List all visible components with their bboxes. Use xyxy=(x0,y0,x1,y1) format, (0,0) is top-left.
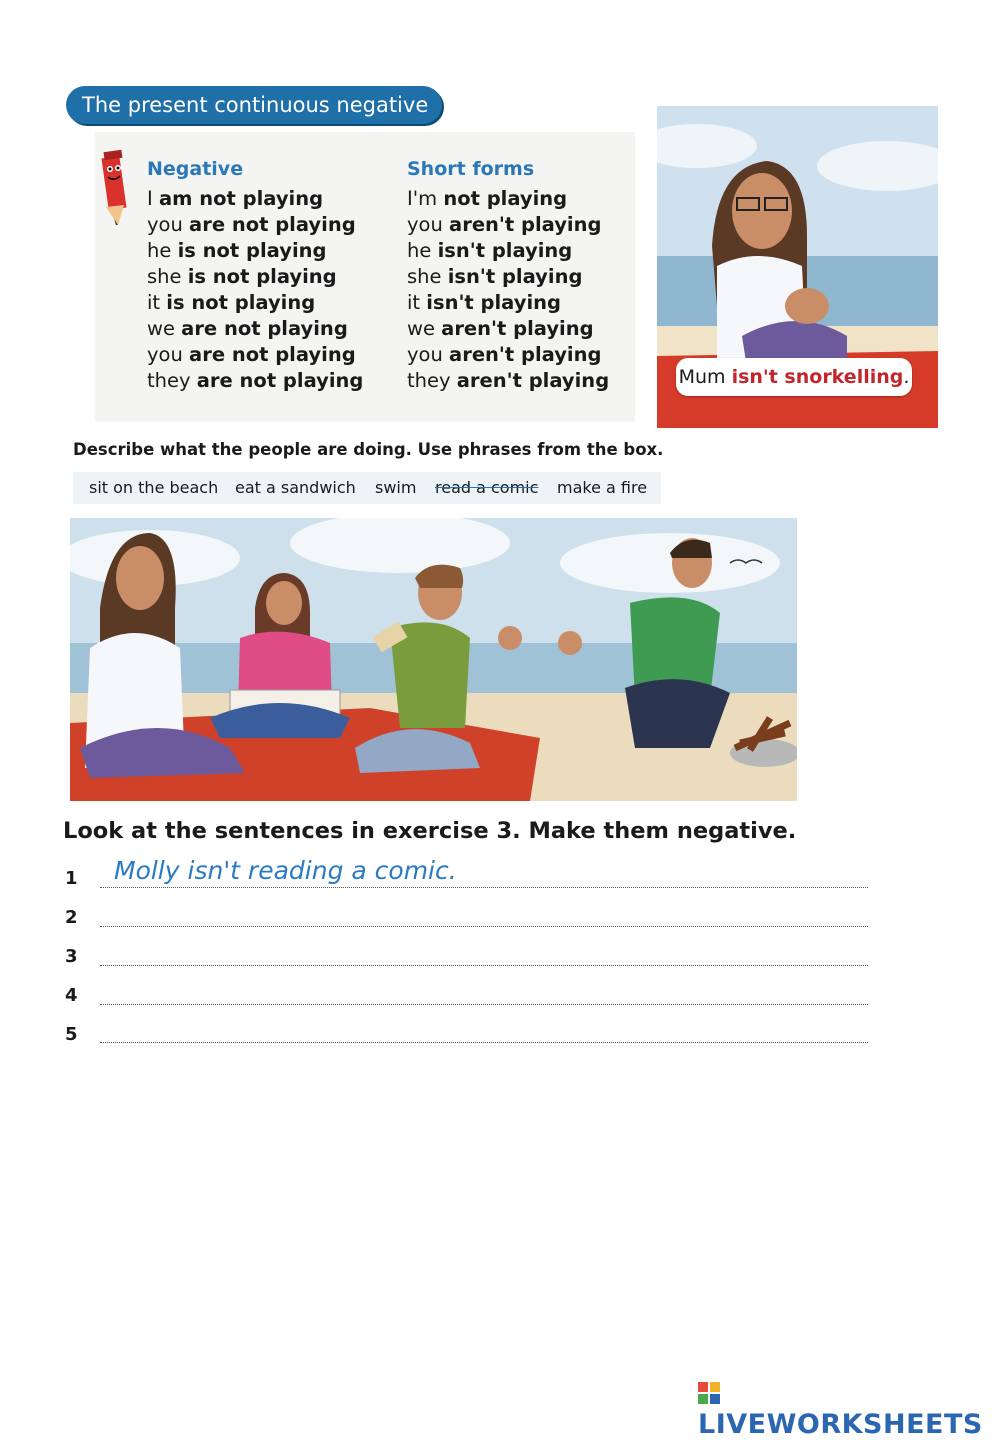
section-title: The present continuous negative xyxy=(66,86,442,124)
negative-row: they are not playing xyxy=(147,369,364,392)
phrase-item: swim xyxy=(375,478,417,497)
negative-row: he is not playing xyxy=(147,239,327,262)
negative-row: she is not playing xyxy=(147,265,337,288)
short-form-row: I'm not playing xyxy=(407,187,568,210)
negative-row: you are not playing xyxy=(147,213,356,236)
beach-scene-illustration xyxy=(70,518,797,801)
line-number: 1 xyxy=(65,868,78,889)
answer-field-2[interactable] xyxy=(100,926,868,927)
line-number: 2 xyxy=(65,907,78,928)
phrase-item: make a fire xyxy=(557,478,648,497)
negative-row: you are not playing xyxy=(147,343,356,366)
liveworksheets-logo-icon xyxy=(698,1382,720,1404)
answer-field-1[interactable] xyxy=(100,887,868,888)
mum-caption: Mum isn't snorkelling. xyxy=(676,358,912,396)
answer-field-3[interactable] xyxy=(100,965,868,966)
answer-1-text: Molly isn't reading a comic. xyxy=(114,856,457,885)
line-number: 5 xyxy=(65,1024,78,1045)
short-form-row: they aren't playing xyxy=(407,369,610,392)
negative-row: it is not playing xyxy=(147,291,316,314)
negative-header: Negative xyxy=(147,158,244,180)
phrase-item-used: read a comic xyxy=(435,478,539,497)
short-form-row: you aren't playing xyxy=(407,343,602,366)
grammar-box xyxy=(95,132,635,422)
short-forms-column xyxy=(407,156,609,394)
pencil-mascot-icon xyxy=(96,147,138,227)
phrase-box xyxy=(73,472,661,504)
short-form-row: he isn't playing xyxy=(407,239,573,262)
negative-row: we are not playing xyxy=(147,317,348,340)
short-form-row: you aren't playing xyxy=(407,213,602,236)
instruction-text: Describe what the people are doing. Use phrases from the box. xyxy=(73,440,664,459)
phrase-item: sit on the beach xyxy=(89,478,219,497)
negative-row: I am not playing xyxy=(147,187,324,210)
phrase-item: eat a sandwich xyxy=(235,478,356,497)
short-form-row: we aren't playing xyxy=(407,317,594,340)
short-form-row: she isn't playing xyxy=(407,265,583,288)
answer-field-5[interactable] xyxy=(100,1042,868,1043)
caption-highlight: isn't snorkelling xyxy=(731,366,904,388)
exercise-title: Look at the sentences in exercise 3. Make them negative. xyxy=(63,818,797,844)
line-number: 3 xyxy=(65,946,78,967)
short-forms-header: Short forms xyxy=(407,158,535,180)
short-form-row: it isn't playing xyxy=(407,291,561,314)
answer-field-4[interactable] xyxy=(100,1004,868,1005)
negative-column xyxy=(147,156,363,394)
liveworksheets-logo: LIVEWORKSHEETS xyxy=(698,1378,1000,1410)
line-number: 4 xyxy=(65,985,78,1006)
